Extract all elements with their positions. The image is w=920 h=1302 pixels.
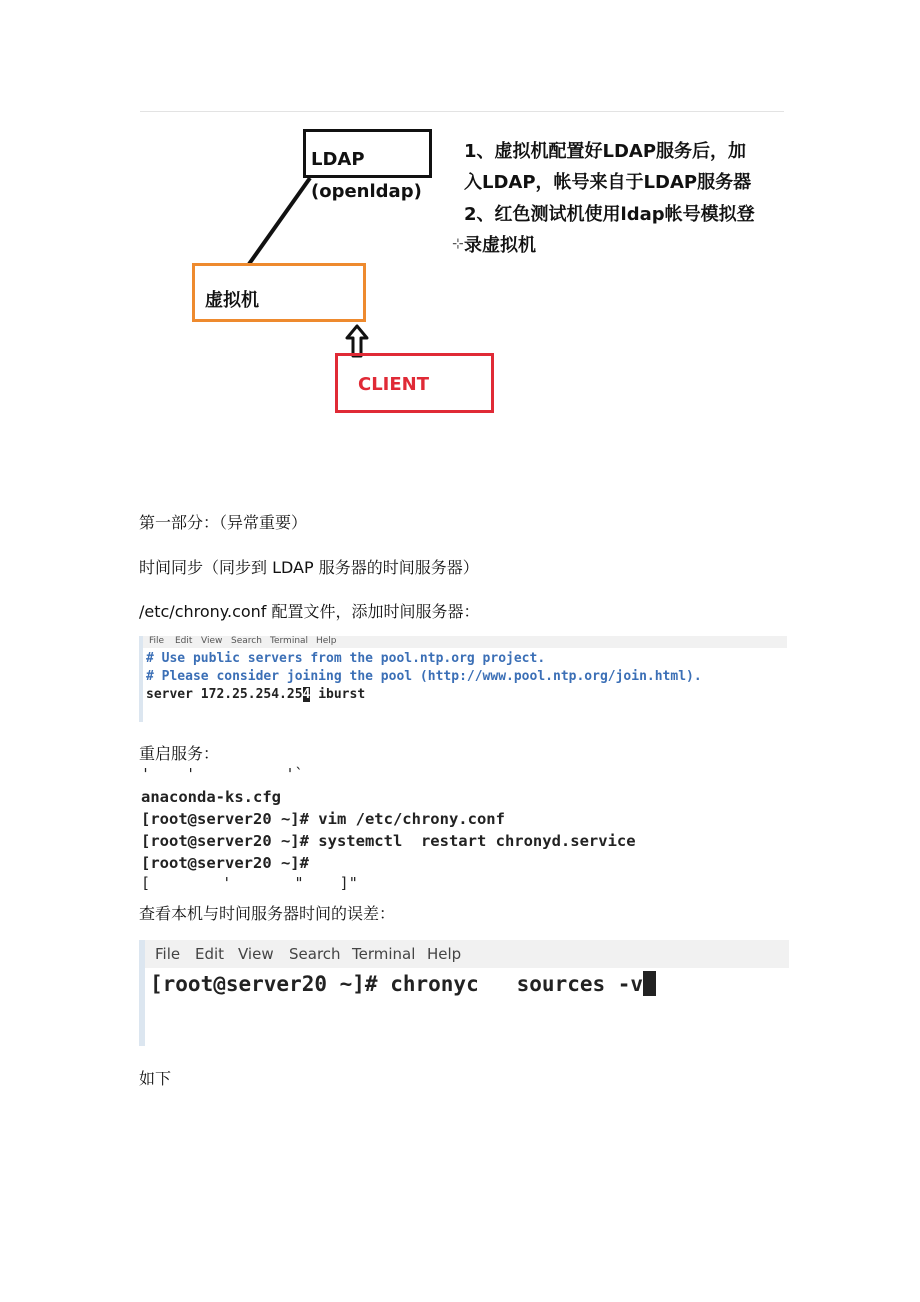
terminal-restart (139, 765, 783, 892)
note-line-2: 入LDAP，帐号来自于LDAP服务器 (464, 172, 752, 193)
menu-search[interactable]: Search (289, 945, 341, 963)
ldap-sublabel: (openldap) (311, 181, 422, 202)
cropped-line-bottom: [ ' " ]" (141, 874, 358, 892)
menu-help[interactable]: Help (316, 636, 337, 646)
terminal-menubar (145, 940, 789, 968)
note-line-4: 录虚拟机 (464, 235, 536, 256)
menu-file[interactable]: File (149, 636, 165, 646)
block-cursor (643, 971, 656, 996)
config-comment-1: # Use public servers from the pool.ntp.org project. (146, 651, 546, 666)
check-text: 查看本机与时间服务器时间的误差： (139, 904, 396, 923)
cropped-line-top: ' ' '` (141, 765, 304, 783)
terminal-line: [root@server20 ~]# (141, 854, 309, 872)
terminal-line: [root@server20 ~]# vim /etc/chrony.conf (141, 810, 505, 828)
client-up-arrow-icon (347, 326, 367, 356)
menu-help[interactable]: Help (427, 945, 462, 963)
client-label: CLIENT (358, 374, 430, 395)
terminal-menubar (143, 636, 787, 648)
config-comment-2: # Please consider joining the pool (http://www.pool.ntp.org/join.html). (146, 669, 702, 684)
ldap-vm-link (249, 178, 310, 264)
text-cursor-icon: ⊹ (452, 236, 464, 252)
time-sync-text: 时间同步（同步到 LDAP 服务器的时间服务器） (139, 558, 479, 577)
config-server-line (146, 687, 365, 702)
menu-edit[interactable]: Edit (175, 636, 193, 646)
server-option: iburst (310, 687, 366, 702)
menu-view[interactable]: View (201, 636, 223, 646)
terminal-line: anaconda-ks.cfg (141, 788, 281, 806)
terminal-line: [root@server20 ~]# systemctl restart chronyd.service (141, 832, 636, 850)
menu-file[interactable]: File (155, 945, 181, 963)
terminal-chronyc (139, 940, 789, 1046)
menu-view[interactable]: View (238, 945, 274, 963)
config-file-text: /etc/chrony.conf 配置文件，添加时间服务器： (139, 602, 480, 621)
section-heading: 第一部分：（异常重要） (139, 513, 308, 532)
terminal-chrony-conf (139, 636, 787, 722)
ldap-label: LDAP (311, 149, 365, 170)
note-line-3: 2、红色测试机使用ldap帐号模拟登 (464, 204, 755, 225)
menu-edit[interactable]: Edit (195, 945, 225, 963)
menu-terminal[interactable]: Terminal (352, 945, 416, 963)
vm-label: 虚拟机 (205, 290, 259, 311)
result-text: 如下 (139, 1069, 172, 1088)
text-caret: 4 (302, 687, 311, 702)
restart-text: 重启服务： (139, 744, 220, 763)
menu-terminal[interactable]: Terminal (270, 636, 309, 646)
chronyc-command[interactable] (150, 971, 656, 996)
menu-search[interactable]: Search (231, 636, 262, 646)
command-text: [root@server20 ~]# chronyc sources -v (150, 972, 644, 996)
note-line-1: 1、虚拟机配置好LDAP服务后，加 (464, 141, 747, 162)
server-address: server 172.25.254.25 (146, 687, 303, 702)
